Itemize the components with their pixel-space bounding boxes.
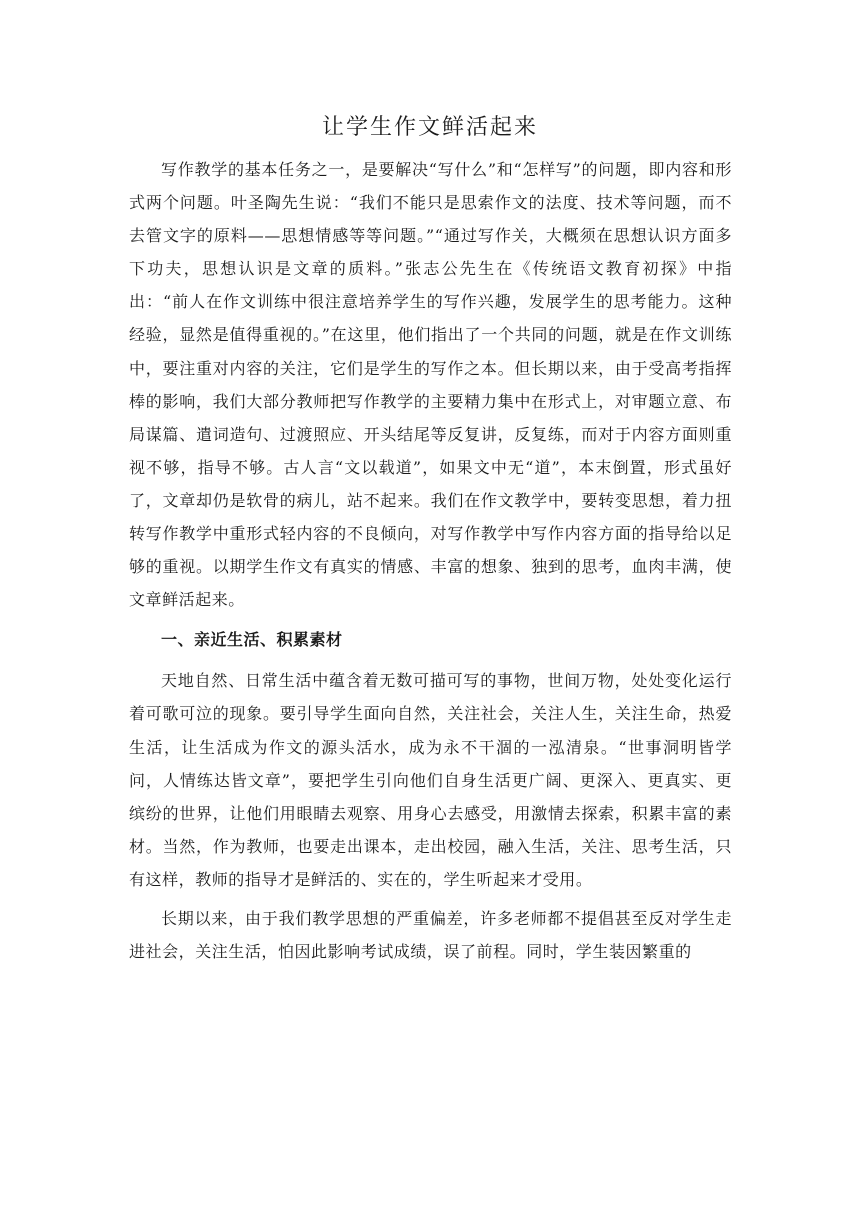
document-body [129,153,732,968]
section-heading: 一、亲近生活、积累素材 [161,630,343,650]
document-title: 让学生作文鲜活起来 [321,115,538,140]
section-paragraph: 天地自然、日常生活中蕴含着无数可描可写的事物，世间万物，处处变化运行着可歌可泣的现象。要引导学生面向自然，关注社会，关注人生，关注生命，热爱生活，让生活成为作文的源头活水，成为永不干涸的一泓清泉。“世事洞明皆学问，人情练达皆文章”，要把学生引向他们自身生活更广阔、更深入、更真实、更缤纷的世界，让他们用眼睛去观察、用身心去感受，用激情去探索，积累丰富的素材。当然，作为教师，也要走出课本，走出校园，融入生活，关注、思考生活，只有这样，教师的指导才是鲜活的、实在的，学生听起来才受用。 [129,671,732,889]
section-paragraph: 长期以来，由于我们教学思想的严重偏差，许多老师都不提倡甚至反对学生走进社会，关注生活，怕因此影响考试成绩，误了前程。同时，学生装因繁重的 [129,908,732,962]
intro-paragraph: 写作教学的基本任务之一，是要解决“写什么”和“怎样写”的问题，即内容和形式两个问题。叶圣陶先生说：“我们不能只是思索作文的法度、技术等问题，而不去管文字的原料——思想情感等等问题。”“通过写作关，大概须在思想认识方面多下功夫，思想认识是文章的质料。”张志公先生在《传统语文教育初探》中指出：“前人在作文训练中很注意培养学生的写作兴趣，发展学生的思考能力。这种经验，显然是值得重视的。”在这里，他们指出了一个共同的问题，就是在作文训练中，要注重对内容的关注，它们是学生的写作之本。但长期以来，由于受高考指挥棒的影响，我们大部分教师把写作教学的主要精力集中在形式上，对审题立意、布局谋篇、遣词造句、过渡照应、开头结尾等反复讲，反复练，而对于内容方面则重视不够，指导不够。古人言“文以载道”，如果文中无“道”，本末倒置，形式虽好了，文章却仍是软骨的病儿，站不起来。我们在作文教学中，要转变思想，着力扭转写作教学中重形式轻内容的不良倾向，对写作教学中写作内容方面的指导给以足够的重视。以期学生作文有真实的情感、丰富的想象、独到的思考，血肉丰满，使文章鲜活起来。 [129,160,732,610]
